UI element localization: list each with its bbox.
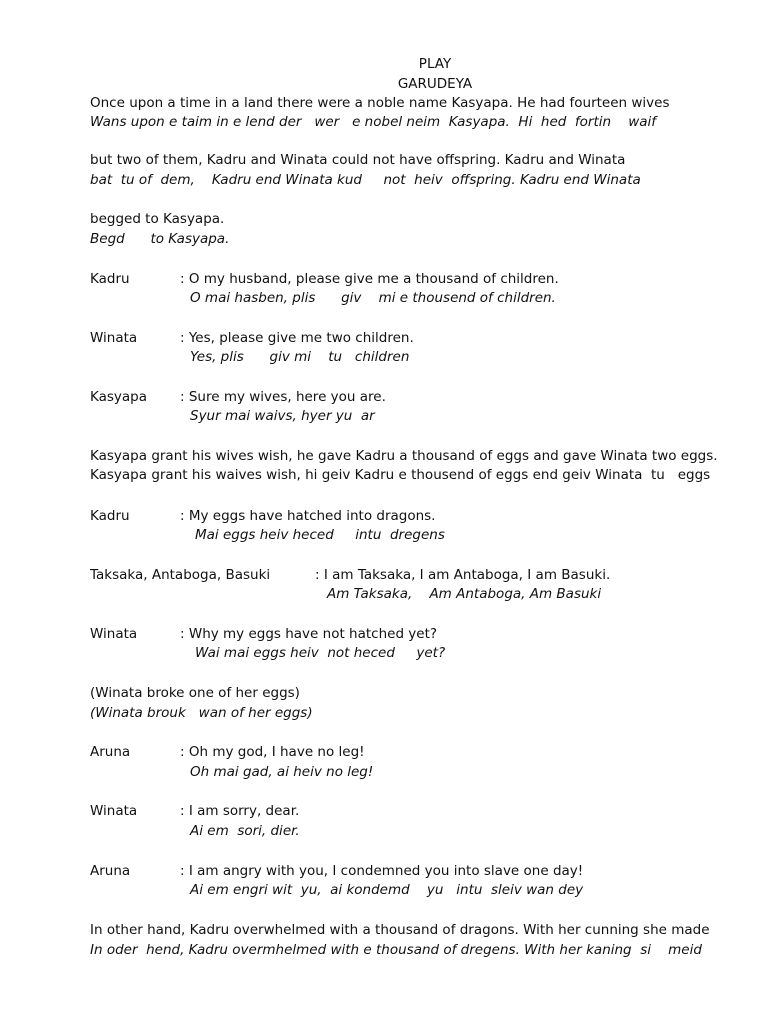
- speaker-name: Kadru: [90, 508, 130, 524]
- intro-line-1: Once upon a time in a land there were a noble name Kasyapa. He had fourteen wives: [90, 95, 670, 111]
- stage-direction-transcription: (Winata brouk wan of her eggs): [90, 705, 313, 721]
- intro-line-2-transcription: bat tu of dem, Kadru end Winata kud not heiv offspring. Kadru end Winata: [90, 172, 641, 188]
- dialogue-line: : I am sorry, dear.: [180, 803, 300, 819]
- play-title: PLAY: [418, 56, 452, 72]
- dialogue-line: : Sure my wives, here you are.: [180, 389, 386, 405]
- dialogue-transcription: Syur mai waivs, hyer yu ar: [190, 408, 375, 424]
- stage-direction: (Winata broke one of her eggs): [90, 685, 300, 701]
- dialogue-transcription: O mai hasben, plis giv mi e thousend of children.: [190, 290, 556, 306]
- speaker-name: Kasyapa: [90, 389, 148, 405]
- dialogue-line: : I am angry with you, I condemned you into slave one day!: [180, 863, 584, 879]
- dialogue-transcription: Yes, plis giv mi tu children: [190, 349, 410, 365]
- play-subtitle: GARUDEYA: [397, 76, 473, 92]
- narration-transcription: Kasyapa grant his waives wish, hi geiv Kadru e thousend of eggs end geiv Winata tu eggs: [90, 467, 711, 483]
- dialogue-line: : Yes, please give me two children.: [180, 330, 414, 346]
- closing-transcription: In oder hend, Kadru overmhelmed with e thousand of dregens. With her kaning si meid: [90, 942, 702, 958]
- dialogue-line: : Why my eggs have not hatched yet?: [180, 626, 438, 642]
- dialogue-transcription: Wai mai eggs heiv not heced yet?: [195, 645, 446, 661]
- speaker-name: Winata: [90, 330, 138, 346]
- dialogue-line: : I am Taksaka, I am Antaboga, I am Basuki.: [315, 567, 611, 583]
- speaker-name: Aruna: [90, 744, 131, 760]
- intro-line-1-transcription: Wans upon e taim in e lend der wer e nobel neim Kasyapa. Hi hed fortin waif: [90, 114, 657, 130]
- intro-line-3-transcription: Begd to Kasyapa.: [90, 231, 230, 247]
- dialogue-transcription: Ai em engri wit yu, ai kondemd yu intu sleiv wan dey: [190, 882, 584, 898]
- speaker-name: Winata: [90, 626, 138, 642]
- narration-line: Kasyapa grant his wives wish, he gave Kadru a thousand of eggs and gave Winata two eggs.: [90, 448, 718, 464]
- closing-line: In other hand, Kadru overwhelmed with a thousand of dragons. With her cunning she made: [90, 922, 710, 938]
- dialogue-line: : Oh my god, I have no leg!: [180, 744, 365, 760]
- dialogue-transcription: Oh mai gad, ai heiv no leg!: [190, 764, 374, 780]
- dialogue-transcription: Ai em sori, dier.: [190, 823, 300, 839]
- dialogue-transcription: Am Taksaka, Am Antaboga, Am Basuki: [327, 586, 602, 602]
- speaker-name: Kadru: [90, 271, 130, 287]
- speaker-name: Winata: [90, 803, 138, 819]
- intro-line-3: begged to Kasyapa.: [90, 211, 225, 227]
- speaker-name: Taksaka, Antaboga, Basuki: [90, 567, 271, 583]
- speaker-name: Aruna: [90, 863, 131, 879]
- dialogue-line: : My eggs have hatched into dragons.: [180, 508, 436, 524]
- intro-line-2: but two of them, Kadru and Winata could not have offspring. Kadru and Winata: [90, 152, 626, 168]
- dialogue-line: : O my husband, please give me a thousand of children.: [180, 271, 559, 287]
- dialogue-transcription: Mai eggs heiv heced intu dregens: [195, 527, 445, 543]
